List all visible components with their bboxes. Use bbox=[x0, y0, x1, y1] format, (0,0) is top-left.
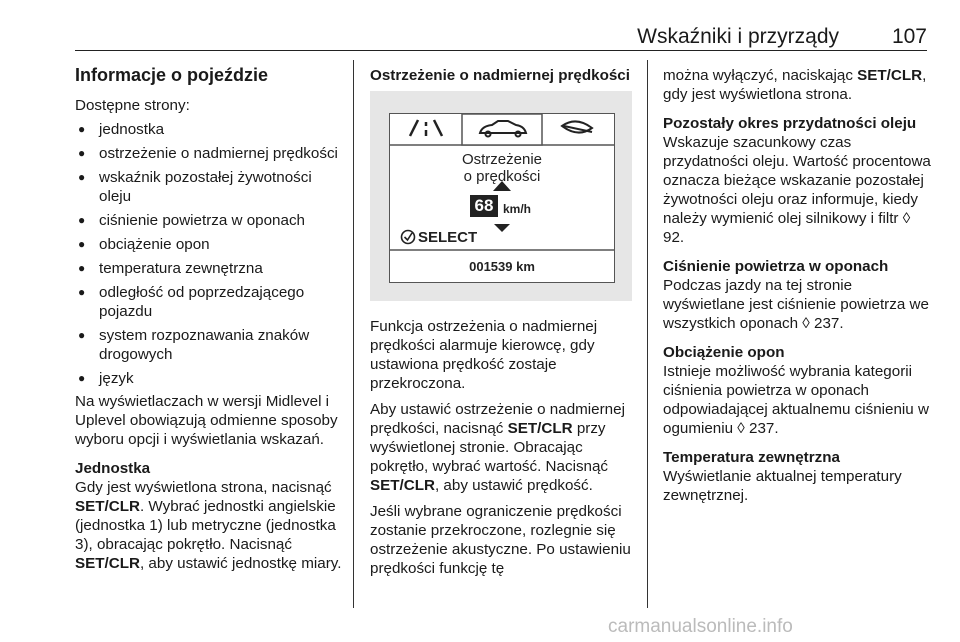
section-heading: Informacje o pojeździe bbox=[75, 65, 269, 85]
paragraph: Funkcja ostrzeżenia o nadmiernej prędkości alarmuje kierowcę, gdy ustawiona prędkość zostaje przekroczona. bbox=[370, 318, 598, 392]
section-heading: Ostrzeżenie o nadmiernej prędkości bbox=[370, 67, 630, 84]
sub-heading: Ciśnienie powietrza w oponach bbox=[663, 258, 889, 275]
pages-list bbox=[75, 120, 343, 388]
paragraph: Wskazuje szacunkowy czas przydatności oleju. Wartość procentowa oznacza bieżące wskazanie pozostałej żywotności oleju oraz informuje, kiedy należy wymienić olej silnikowy i filtr ◊ 92. bbox=[663, 134, 931, 246]
paragraph: Wyświetlanie aktualnej temperatury zewnętrznej. bbox=[663, 468, 902, 504]
display-title-line2: o prędkości bbox=[463, 168, 541, 185]
page-number: 107 bbox=[891, 25, 927, 48]
column-1 bbox=[75, 58, 343, 573]
check-circle-icon bbox=[402, 231, 415, 244]
paragraph: Istnieje możliwość wybrania kategorii ciśnienia powietrza w oponach odpowiadającej aktualnemu ciśnieniu w ogumieniu ◊ 237. bbox=[663, 363, 929, 437]
road-icon bbox=[410, 120, 442, 136]
list-item: ● jednostka bbox=[75, 120, 343, 139]
paragraph: Podczas jazdy na tej stronie wyświetlane jest ciśnienie powietrza we wszystkich oponach ◊ 237. bbox=[663, 277, 929, 332]
list-item: ● temperatura zewnętrzna bbox=[75, 259, 343, 278]
page-header bbox=[75, 24, 927, 51]
sub-heading: Jednostka bbox=[75, 460, 151, 477]
sub-heading: Temperatura zewnętrzna bbox=[663, 449, 840, 466]
column-2 bbox=[370, 58, 632, 578]
list-item: ● język bbox=[75, 369, 343, 388]
column-divider bbox=[647, 60, 648, 608]
list-item: ● ciśnienie powietrza w oponach bbox=[75, 211, 343, 230]
display-title-line1: Ostrzeżenie bbox=[461, 151, 543, 168]
list-item: ● ostrzeżenie o nadmiernej prędkości bbox=[75, 144, 343, 163]
column-3 bbox=[663, 58, 933, 505]
sub-heading: Pozostały okres przydatności oleju bbox=[663, 115, 917, 132]
list-item: ● wskaźnik pozostałej żywotności oleju bbox=[75, 168, 343, 206]
paragraph: Jeśli wybrane ograniczenie prędkości zostanie przekroczone, rozlegnie się ostrzeżenie akustyczne. Po ustawieniu prędkości funkcję tę bbox=[370, 503, 631, 577]
paragraph: Aby ustawić ostrzeżenie o nadmiernej prędkości, nacisnąć SET/CLR przy wyświetlonej stronie. Obracając pokrętło, wybrać wartość. Nacisnąć SET/CLR, aby ustawić prędkość. bbox=[370, 401, 625, 494]
select-label: SELECT bbox=[418, 229, 478, 246]
column-divider bbox=[353, 60, 354, 608]
paragraph: można wyłączyć, naciskając SET/CLR, gdy jest wyświetlona strona. bbox=[663, 67, 927, 103]
speed-unit: km/h bbox=[503, 202, 532, 216]
list-item: ● obciążenie opon bbox=[75, 235, 343, 254]
speed-value: 68 bbox=[474, 196, 494, 215]
intro-text: Dostępne strony: bbox=[75, 97, 190, 114]
paragraph: Gdy jest wyświetlona strona, nacisnąć SET/CLR. Wybrać jednostki angielskie (jednostka 1) lub metryczne (jednostka 3), obracając pokrętło. Nacisnąć SET/CLR, aby ustawić jednostkę miary. bbox=[75, 479, 342, 572]
sub-heading: Obciążenie opon bbox=[663, 344, 785, 361]
arrow-down-icon bbox=[494, 224, 510, 232]
header-title: Wskaźniki i przyrządy bbox=[637, 25, 839, 48]
list-item: ● system rozpoznawania znaków drogowych bbox=[75, 326, 343, 364]
odometer: 001539 km bbox=[469, 259, 535, 274]
instrument-display bbox=[389, 113, 615, 283]
watermark: carmanualsonline.info bbox=[608, 616, 793, 637]
display-illustration bbox=[370, 91, 632, 301]
paragraph: Na wyświetlaczach w wersji Midlevel i Uplevel obowiązują odmienne sposoby wyboru opcji i wyświetlania wskazań. bbox=[75, 393, 338, 448]
leaf-icon bbox=[562, 121, 592, 132]
list-item: ● odległość od poprzedzającego pojazdu bbox=[75, 283, 343, 321]
